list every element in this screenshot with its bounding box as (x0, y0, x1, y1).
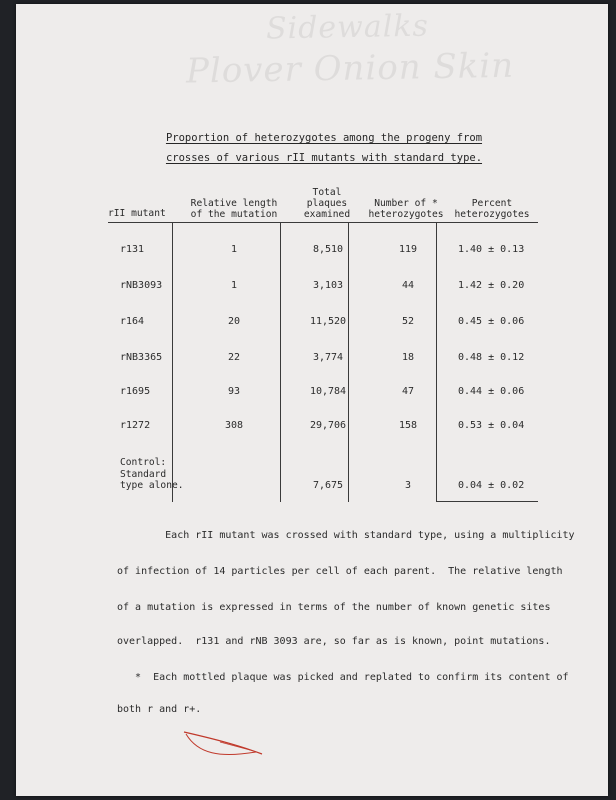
cell-percent: 0.53 ± 0.04 (458, 420, 525, 431)
cell-heterozygotes: 3 (404, 480, 412, 491)
watermark-line-1: Sidewalks (265, 8, 430, 47)
footnote-line-2: both r and r+. (117, 704, 202, 715)
cell-mutant: r1695 (120, 386, 151, 397)
cell-relative-length: 20 (227, 316, 241, 327)
header-mutant: rII mutant (108, 208, 166, 219)
cell-relative-length: 1 (230, 280, 238, 291)
column-divider-2 (280, 222, 281, 502)
document-page (16, 4, 608, 796)
cell-total-plaques: 10,784 (309, 386, 347, 397)
cell-control-label: Control: Standard type alone. (120, 457, 184, 491)
header-heterozygotes: Number of * heterozygotes (368, 198, 444, 220)
cell-heterozygotes: 52 (401, 316, 415, 327)
cell-mutant: r131 (120, 244, 145, 255)
cell-total-plaques: 11,520 (309, 316, 347, 327)
cell-heterozygotes: 18 (401, 352, 415, 363)
paragraph-line-1: Each rII mutant was crossed with standard type, using a multiplicity (117, 530, 575, 541)
header-relative-length: Relative length of the mutation (190, 198, 278, 220)
cell-percent: 0.48 ± 0.12 (458, 352, 525, 363)
cell-total-plaques: 3,103 (312, 280, 344, 291)
cell-total-plaques: 8,510 (312, 244, 344, 255)
cell-percent: 0.04 ± 0.02 (458, 480, 525, 491)
cell-mutant: rNB3093 (120, 280, 163, 291)
red-pencil-mark-icon (180, 724, 270, 764)
header-total-plaques: Total plaques examined (303, 187, 351, 220)
paragraph-line-4: overlapped. r131 and rNB 3093 are, so far as is known, point mutations. (117, 636, 551, 647)
cell-total-plaques: 7,675 (312, 480, 344, 491)
cell-relative-length: 93 (227, 386, 241, 397)
table-title-line-2: crosses of various rII mutants with standard type. (165, 152, 483, 164)
cell-percent: 0.44 ± 0.06 (458, 386, 525, 397)
cell-total-plaques: 3,774 (312, 352, 344, 363)
cell-heterozygotes: 119 (398, 244, 418, 255)
cell-heterozygotes: 47 (401, 386, 415, 397)
paragraph-line-3: of a mutation is expressed in terms of the number of known genetic sites (117, 602, 551, 613)
cell-mutant: r1272 (120, 420, 151, 431)
cell-total-plaques: 29,706 (309, 420, 347, 431)
cell-percent: 1.40 ± 0.13 (458, 244, 525, 255)
watermark-line-2: Plover Onion Skin (185, 45, 515, 92)
cell-heterozygotes: 44 (401, 280, 415, 291)
cell-relative-length: 22 (227, 352, 241, 363)
cell-relative-length: 308 (224, 420, 244, 431)
header-percent: Percent heterozygotes (454, 198, 530, 220)
cell-percent: 1.42 ± 0.20 (458, 280, 525, 291)
cell-mutant: rNB3365 (120, 352, 163, 363)
cell-mutant: r164 (120, 316, 145, 327)
cell-relative-length: 1 (230, 244, 238, 255)
cell-heterozygotes: 158 (398, 420, 418, 431)
footnote-line-1: * Each mottled plaque was picked and replated to confirm its content of (117, 672, 569, 683)
table-title-line-1: Proportion of heterozygotes among the progeny from (165, 132, 483, 144)
bottom-rule (436, 501, 538, 502)
paragraph-line-2: of infection of 14 particles per cell of each parent. The relative length (117, 566, 563, 577)
cell-percent: 0.45 ± 0.06 (458, 316, 525, 327)
